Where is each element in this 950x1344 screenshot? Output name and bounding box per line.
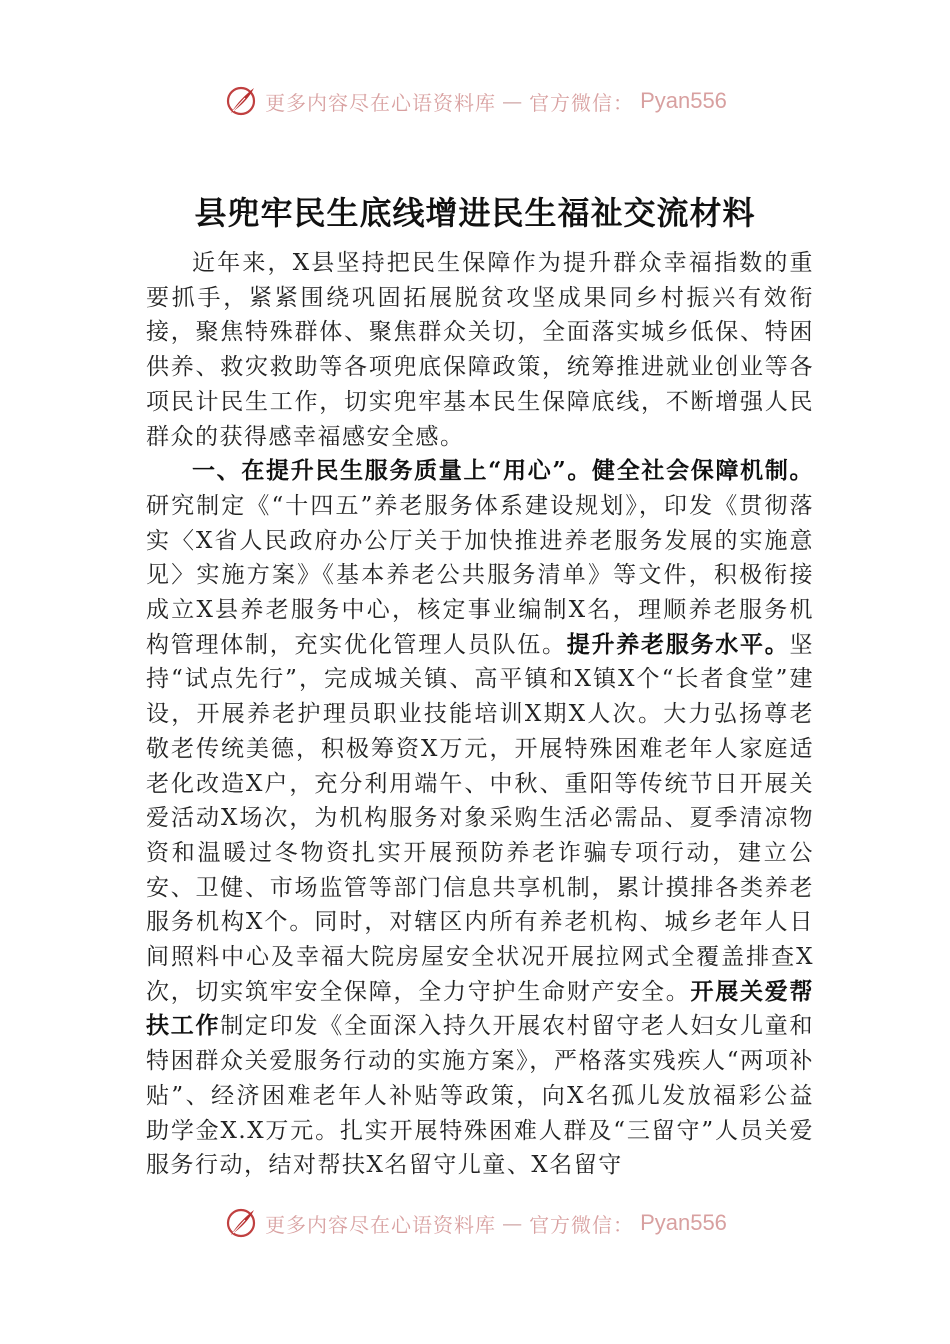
section-1-subheading-2: 提升养老服务水平。 (566, 630, 790, 658)
banner-wechat-label: 官方微信： (529, 1212, 635, 1237)
banner-separator: — (502, 89, 524, 113)
section-1-subheading-1: 健全社会保障机制。 (592, 457, 814, 485)
section-1-text-3: 制定印发《全面深入持久开展农村留守老人妇女儿童和特困群众关爱服务行动的实施方案》，严格落实残疾人“两项补贴”、经济困难老年人补贴等政策，向X名孤儿发放福彩公益助学金X.X万元。扎实开展特殊困难人群及“三留守”人员关爱服务行动，结对帮扶X名留守儿童、X名留守 (146, 1013, 814, 1179)
section-1-paragraph (146, 454, 814, 1183)
header-watermark-banner (0, 83, 950, 123)
section-1-heading: 一、在提升民生服务质量上“用心”。 (192, 457, 593, 485)
section-1-text-1: 研究制定《“十四五”养老服务体系建设规划》，印发《贯彻落实〈X省人民政府办公厅关于加快推进养老服务发展的实施意见〉实施方案》《基本养老公共服务清单》等文件，积极衔接成立X县养老服务中心，核定事业编制X名，理顺养老服务机构管理体制，充实优化管理人员队伍。 (146, 492, 814, 658)
feather-pen-logo-icon (223, 83, 259, 119)
feather-pen-logo-icon (223, 1205, 259, 1241)
document-body (146, 246, 814, 1183)
banner-wechat-id: Pyan556 (640, 88, 727, 113)
banner-site-text: 更多内容尽在心语资料库 (265, 1212, 497, 1237)
section-1-subheading-3: 开展关爱帮扶工作 (146, 977, 814, 1040)
banner-site-text: 更多内容尽在心语资料库 (265, 90, 497, 115)
section-1-text-2: 坚持“试点先行”，完成城关镇、高平镇和X镇X个“长者食堂”建设，开展养老护理员职业技能培训X期X人次。大力弘扬尊老敬老传统美德，积极筹资X万元，开展特殊困难老年人家庭适老化改造X户，充分利用端午、中秋、重阳等传统节日开展关爱活动X场次，为机构服务对象采购生活必需品、夏季清凉物资和温暖过冬物资扎实开展预防养老诈骗专项行动，建立公安、卫健、市场监管等部门信息共享机制，累计摸排各类养老服务机构X个。同时，对辖区内所有养老机构、城乡老年人日间照料中心及幸福大院房屋安全状况开展拉网式全覆盖排查X次，切实筑牢安全保障，全力守护生命财产安全。 (146, 631, 814, 1005)
banner-separator: — (502, 1211, 524, 1235)
banner-wechat-label: 官方微信： (529, 90, 635, 115)
document-title: 县兜牢民生底线增进民生福祉交流材料 (194, 194, 756, 232)
intro-paragraph: 近年来，X县坚持把民生保障作为提升群众幸福指数的重要抓手，紧紧围绕巩固拓展脱贫攻坚成果同乡村振兴有效衔接，聚焦特殊群体、聚焦群众关切，全面落实城乡低保、特困供养、救灾救助等各项兜底保障政策，统筹推进就业创业等各项民计民生工作，切实兜牢基本民生保障底线，不断增强人民群众的获得感幸福感安全感。 (146, 250, 814, 450)
banner-wechat-id: Pyan556 (640, 1210, 727, 1235)
footer-watermark-banner (0, 1205, 950, 1245)
